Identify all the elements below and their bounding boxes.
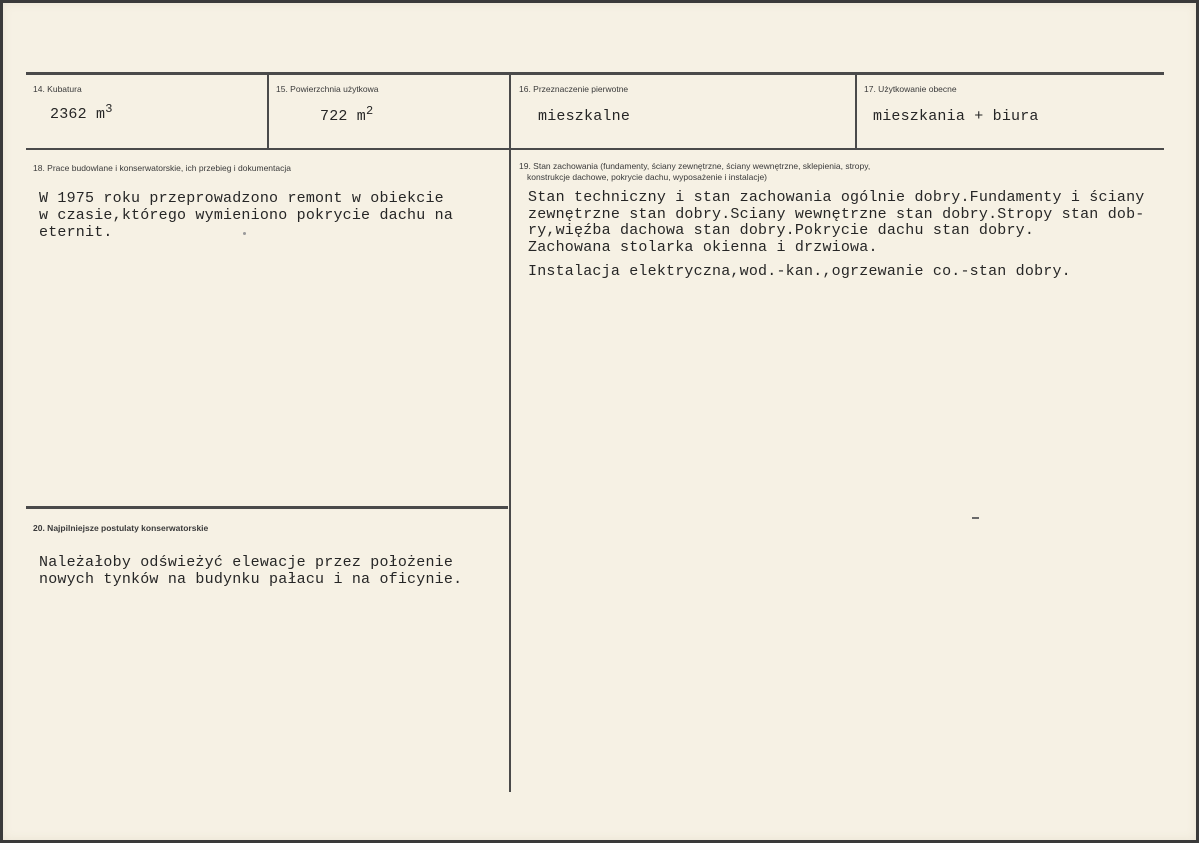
field18-bottom-rule — [26, 506, 508, 509]
field19-line-4: Zachowana stolarka okienna i drzwiowa. — [528, 239, 878, 256]
top-rule — [26, 72, 1164, 75]
field20-line-2: nowych tynków na budynku pałacu i na oficynie. — [39, 571, 463, 588]
field20-label: 20. Najpilniejsze postulaty konserwatorskie — [33, 523, 209, 533]
field17-label: 17. Użytkowanie obecne — [864, 84, 957, 94]
field19-label-line-1: 19. Stan zachowania (fundamenty, ściany zewnętrzne, ściany wewnętrzne, sklepienia, stropy, — [519, 161, 871, 171]
field19-label-line-2: konstrukcje dachowe, pokrycie dachu, wyposażenie i instalacje) — [527, 172, 768, 182]
field20-line-1: Należałoby odświeżyć elewacje przez położenie — [39, 554, 454, 571]
field19-line-1: Stan techniczny i stan zachowania ogólnie dobry.Fundamenty i ściany — [528, 189, 1145, 206]
field18-line-1: W 1975 roku przeprowadzono remont w obiekcie — [39, 190, 444, 207]
ink-dot — [243, 232, 246, 235]
field14-value: 2362 $m^3$ — [50, 102, 113, 123]
field14-label: 14. Kubatura — [33, 84, 82, 94]
col-divider-3 — [855, 75, 857, 149]
col-divider-1 — [267, 75, 269, 149]
field18-label: 18. Prace budowlane i konserwatorskie, ich przebieg i dokumentacja — [33, 163, 291, 173]
col-divider-2 — [509, 75, 511, 149]
field18-line-3: eternit. — [39, 224, 113, 241]
field15-value: 722 $m^2$ — [320, 104, 374, 125]
field15-exponent: 2 — [366, 104, 374, 118]
field15-label: 15. Powierzchnia użytkowa — [276, 84, 379, 94]
ink-dash — [972, 517, 979, 519]
field17-value: mieszkania + biura — [873, 108, 1039, 125]
main-divider — [509, 150, 511, 792]
field19-line-5: Instalacja elektryczna,wod.-kan.,ogrzewanie co.-stan dobry. — [528, 263, 1071, 280]
field16-value: mieszkalne — [538, 108, 631, 125]
row1-bottom-rule — [26, 148, 1164, 150]
field19-line-3: ry,więźba dachowa stan dobry.Pokrycie dachu stan dobry. — [528, 222, 1035, 239]
field18-line-2: w czasie,którego wymieniono pokrycie dachu na — [39, 207, 454, 224]
field16-label: 16. Przeznaczenie pierwotne — [519, 84, 629, 94]
field14-exponent: 3 — [105, 102, 113, 116]
field19-line-2: zewnętrzne stan dobry.Sciany wewnętrzne stan dobry.Stropy stan dob- — [528, 206, 1145, 223]
